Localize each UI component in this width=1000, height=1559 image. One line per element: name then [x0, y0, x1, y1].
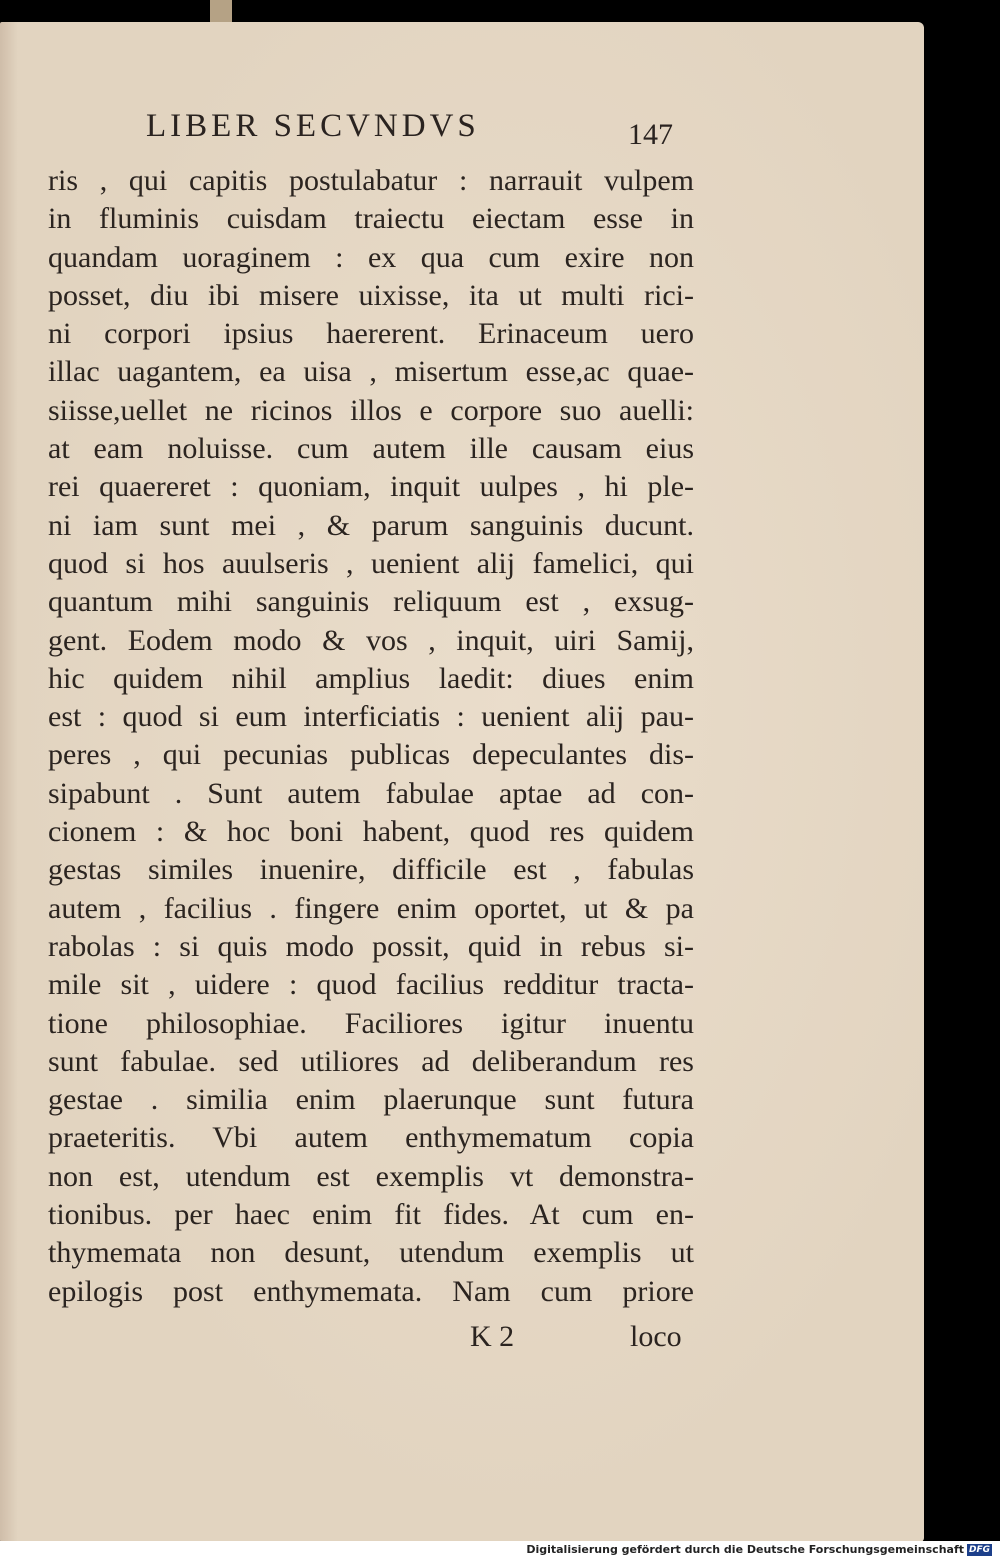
text-line: praeteritis. Vbi autem enthymematum copia — [48, 1121, 694, 1155]
page-number: 147 — [628, 118, 673, 151]
text-line: illac uagantem, ea uisa , misertum esse,ac quae- — [48, 355, 694, 389]
text-line: sunt fabulae. sed utiliores ad deliberandum res — [48, 1044, 694, 1078]
text-line: quandam uoraginem : ex qua cum exire non — [48, 240, 694, 274]
text-line: rabolas : si quis modo possit, quid in rebus si- — [48, 929, 694, 963]
text-line: mile sit , uidere : quod facilius redditur tracta- — [48, 968, 694, 1002]
text-line: posset, diu ibi misere uixisse, ita ut multi rici- — [48, 278, 694, 312]
text-line: tione philosophiae. Faciliores igitur inuentu — [48, 1006, 694, 1040]
text-line: tionibus. per haec enim fit fides. At cum en- — [48, 1198, 694, 1232]
text-line: peres , qui pecunias publicas depeculantes dis- — [48, 738, 694, 772]
text-line: ni corpori ipsius haererent. Erinaceum uero — [48, 317, 694, 351]
text-line: thymemata non desunt, utendum exemplis ut — [48, 1236, 694, 1270]
signature-mark: K 2 — [470, 1320, 515, 1353]
text-line: cionem : & hoc boni habent, quod res quidem — [48, 815, 694, 849]
text-line: siisse,uellet ne ricinos illos e corpore suo auelli: — [48, 393, 694, 427]
text-line: est : quod si eum interficiatis : uenient alij pau- — [48, 700, 694, 734]
catchword: loco — [630, 1320, 682, 1353]
text-line: autem , facilius . fingere enim oportet, ut & pa — [48, 891, 694, 925]
digitization-footer — [0, 1541, 1000, 1559]
text-line: quantum mihi sanguinis reliquum est , exsug- — [48, 585, 694, 619]
text-line: hic quidem nihil amplius laedit: diues enim — [48, 661, 694, 695]
text-line: epilogis post enthymemata. Nam cum priore — [48, 1274, 694, 1308]
dfg-logo-icon: DFG — [968, 1545, 990, 1555]
text-line: ni iam sunt mei , & parum sanguinis ducunt. — [48, 508, 694, 542]
text-line: gent. Eodem modo & vos , inquit, uiri Samij, — [48, 623, 694, 657]
text-line: gestas similes inuenire, difficile est , fabulas — [48, 853, 694, 887]
text-line: quod si hos auulseris , uenient alij famelici, qui — [48, 546, 694, 580]
text-line: in fluminis cuisdam traiectu eiectam esse in — [48, 202, 694, 236]
text-line: non est, utendum est exemplis vt demonstra- — [48, 1159, 694, 1193]
body-text — [48, 162, 694, 1311]
text-line: gestae . similia enim plaerunque sunt futura — [48, 1083, 694, 1117]
text-line: sipabunt . Sunt autem fabulae aptae ad con- — [48, 776, 694, 810]
funding-credit: Digitalisierung gefördert durch die Deutsche Forschungsgemeinschaft — [526, 1543, 964, 1556]
text-line: ris , qui capitis postulabatur : narrauit vulpem — [48, 164, 694, 197]
text-line: at eam noluisse. cum autem ille causam eius — [48, 432, 694, 466]
running-head: LIBER SECVNDVS — [146, 108, 480, 144]
page-tab-edge — [210, 0, 232, 24]
text-line: rei quaereret : quoniam, inquit uulpes , hi ple- — [48, 470, 694, 504]
